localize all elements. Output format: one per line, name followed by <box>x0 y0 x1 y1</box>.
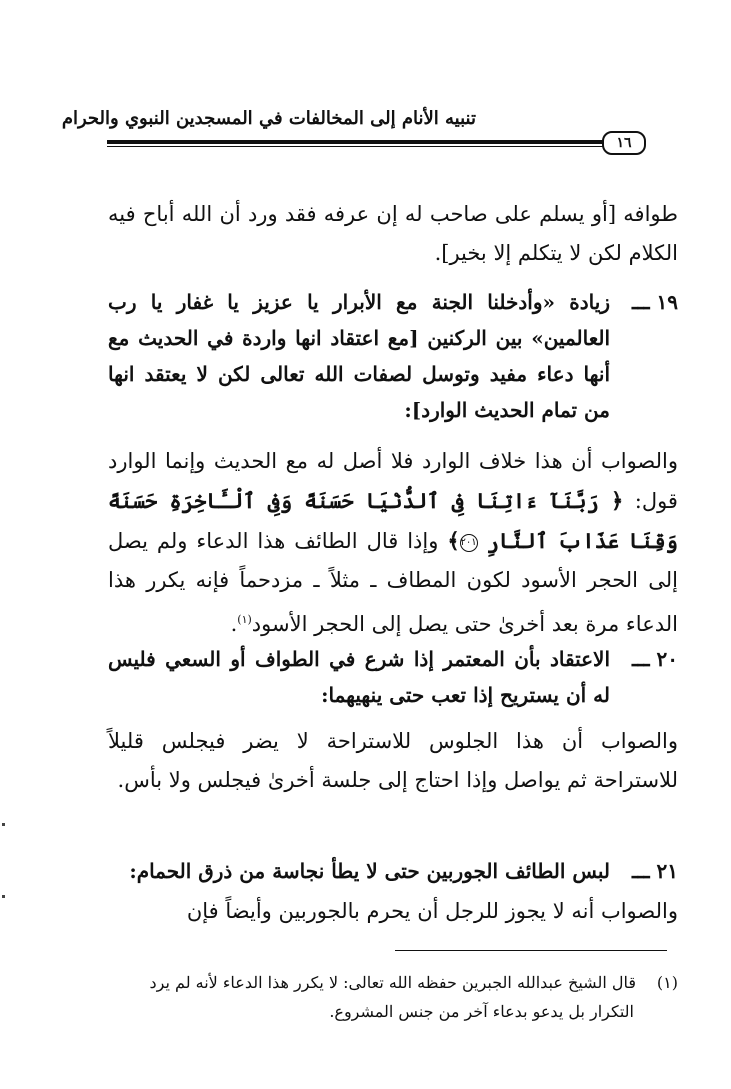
quran-verse-close: ﴾ <box>447 528 460 553</box>
footnote-separator <box>395 950 667 951</box>
item-19-heading: زيادة «وأدخلنا الجنة مع الأبرار يا عزيز يا غفار يا رب العالمين» بين الركنين [مع اعتقاد انها واردة في الحديث مع أنها دعاء مفيد وتوسل لصفات الله تعالى لكن لا يعتقد انها من تمام الحديث الوارد]: <box>108 290 610 422</box>
scan-edge-mark <box>2 823 5 826</box>
ayah-number-marker: ٢٠١ <box>460 534 478 552</box>
item-19 <box>108 284 678 428</box>
item-19-correction-rest: وإذا قال الطائف هذا الدعاء ولم يصل إلى الحجر الأسود لكون المطاف ـ مثلاً ـ مزدحماً فإنه يكرر هذا الدعاء مرة بعد أخرىٰ حتى يصل إلى الحجر الأسود <box>108 529 678 636</box>
item-20-number: ٢٠ ـــ <box>631 647 678 671</box>
item-21 <box>108 853 678 889</box>
item-19-correction-intro: والصواب أن هذا خلاف الوارد فلا أصل له مع الحديث وإنما الوارد قول: <box>108 449 679 513</box>
item-19-correction-end: . <box>230 612 238 636</box>
page-number: ١٦ <box>602 131 646 155</box>
header-rule-thick <box>107 140 607 144</box>
item-21-heading: لبس الطائف الجوربين حتى لا يطأ نجاسة من ذرق الحمام: <box>129 859 610 883</box>
footnote-reference[interactable]: (١) <box>237 613 252 626</box>
footnote <box>108 968 678 1026</box>
item-19-correction <box>108 442 678 644</box>
item-21-number: ٢١ ـــ <box>631 859 678 883</box>
item-21-correction: والصواب أنه لا يجوز للرجل أن يحرم بالجوربين وأيضاً فإن <box>186 899 678 923</box>
running-title: تنبيه الأنام إلى المخالفات في المسجدين النبوي والحرام <box>61 108 476 129</box>
header-rule-thin <box>107 146 607 147</box>
item-20 <box>108 641 678 713</box>
item-20-heading: الاعتقاد بأن المعتمر إذا شرع في الطواف أو السعي فليس له أن يستريح إذا تعب حتى ينهيهما: <box>108 647 610 707</box>
footnote-line-1: قال الشيخ عبدالله الجبرين حفظه الله تعالى: لا يكرر هذا الدعاء لأنه لم يرد <box>149 973 636 992</box>
scan-edge-mark <box>2 895 5 898</box>
item-19-number: ١٩ ـــ <box>631 290 678 314</box>
footnote-number: (١) <box>656 973 678 992</box>
item-20-correction: والصواب أن هذا الجلوس للاستراحة لا يضر فيجلس قليلاً للاستراحة ثم يواصل وإذا احتاج إلى جلسة أخرىٰ فيجلس ولا بأس. <box>108 729 678 792</box>
paragraph-continuation: طوافه [أو يسلم على صاحب له إن عرفه فقد ورد أن الله أباح فيه الكلام لكن لا يتكلم إلا بخير]. <box>108 202 678 265</box>
footnote-line-2: التكرار بل يدعو بدعاء آخر من جنس المشروع. <box>329 1002 634 1021</box>
quran-verse: ﴿ رَبَّنَآ ءَاتِنَا فِى ٱلدُّنْيَا حَسَنَةً وَفِى ٱلْـَٔاخِرَةِ حَسَنَةً وَقِنَا عَذَابَ ٱلنَّارِ <box>108 488 678 553</box>
